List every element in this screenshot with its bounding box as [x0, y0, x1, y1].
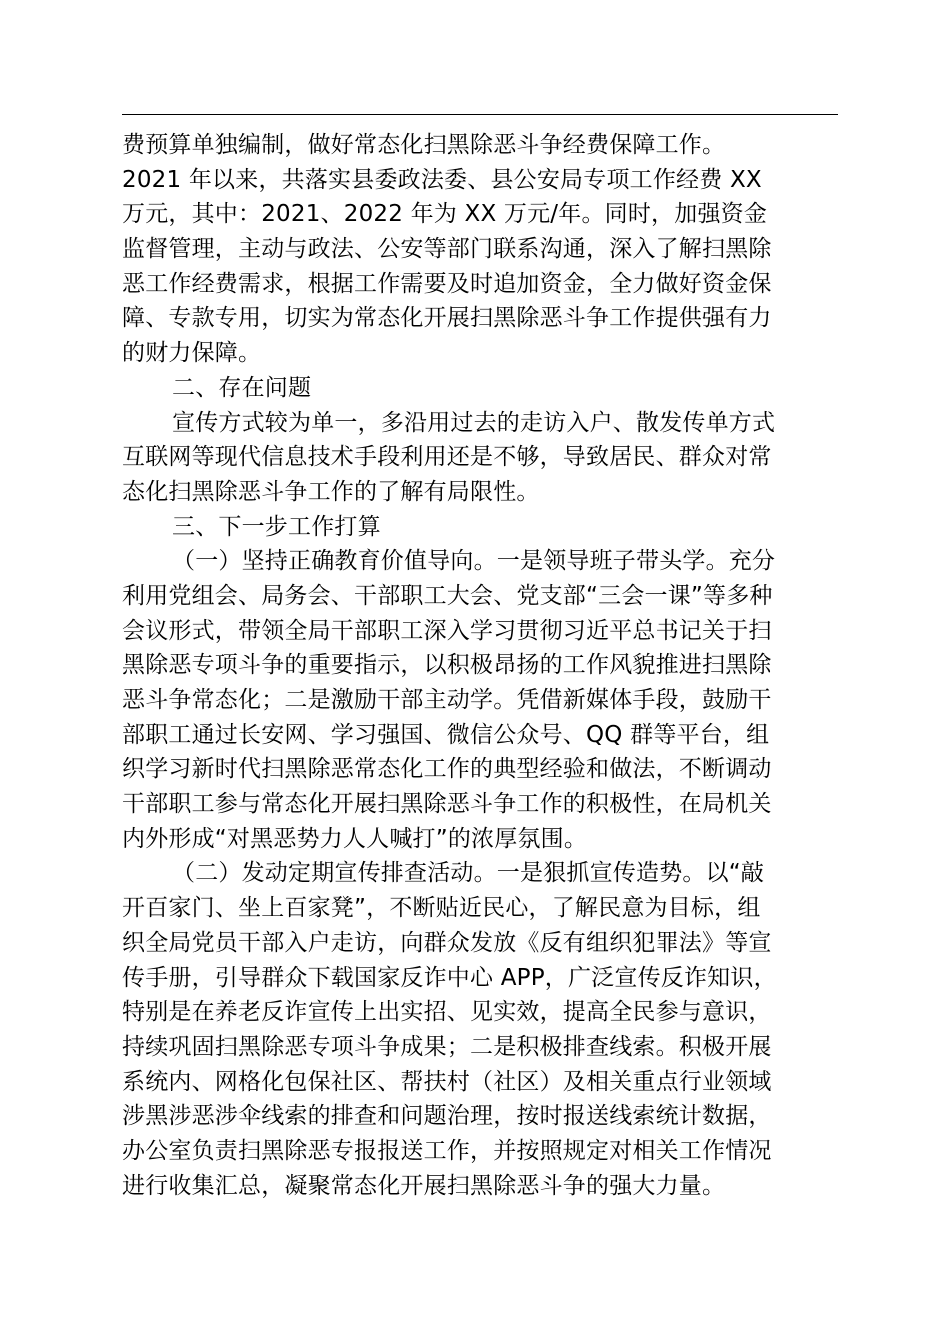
- text-line: 织全局党员干部入户走访，向群众发放《反有组织犯罪法》等宣: [122, 929, 772, 956]
- text-line: 织学习新时代扫黑除恶常态化工作的典型经验和做法，不断调动: [122, 756, 772, 783]
- text-line: 2021 年以来，共落实县委政法委、县公安局专项工作经费 XX: [122, 166, 762, 193]
- text-line: 进行收集汇总，凝聚常态化开展扫黑除恶斗争的强大力量。: [122, 1172, 726, 1199]
- text-line: 费预算单独编制，做好常态化扫黑除恶斗争经费保障工作。: [122, 132, 726, 158]
- paragraph-start-line: 二、存在问题: [172, 374, 312, 401]
- paragraph-start-line: （一）坚持正确教育价值导向。一是领导班子带头学。充分: [172, 548, 776, 575]
- text-line: 内外形成“对黑恶势力人人喊打”的浓厚氛围。: [122, 825, 588, 852]
- text-line: 恶斗争常态化；二是激励干部主动学。凭借新媒体手段，鼓励干: [122, 687, 772, 713]
- text-line: 利用党组会、局务会、干部职工大会、党支部“三会一课”等多种: [122, 582, 773, 609]
- text-line: 万元，其中：2021、2022 年为 XX 万元/年。同时，加强资金: [122, 201, 768, 228]
- text-line: 传手册，引导群众下载国家反诈中心 APP，广泛宣传反诈知识，: [122, 964, 777, 991]
- document-body: [122, 128, 840, 1203]
- text-line: 系统内、网格化包保社区、帮扶村（社区）及相关重点行业领域: [122, 1068, 772, 1095]
- text-line: 障、专款专用，切实为常态化开展扫黑除恶斗争工作提供强有力: [122, 305, 772, 332]
- text-line: 的财力保障。: [122, 340, 262, 367]
- text-line: 会议形式，带领全局干部职工深入学习贯彻习近平总书记关于扫: [122, 617, 772, 644]
- text-line: 部职工通过长安网、学习强国、微信公众号、QQ 群等平台，组: [122, 721, 770, 748]
- text-line: 恶工作经费需求，根据工作需要及时追加资金，全力做好资金保: [122, 270, 772, 297]
- text-line: 持续巩固扫黑除恶专项斗争成果；二是积极排查线索。积极开展: [122, 1033, 772, 1060]
- text-line: 开百家门、坐上百家凳”，不断贴近民心，了解民意为目标，组: [122, 895, 761, 922]
- text-line: 黑除恶专项斗争的重要指示，以积极昂扬的工作风貌推进扫黑除: [122, 652, 772, 679]
- text-line: 态化扫黑除恶斗争工作的了解有局限性。: [122, 478, 540, 505]
- paragraph-start-line: （二）发动定期宣传排查活动。一是狠抓宣传造势。以“敲: [172, 860, 765, 887]
- text-line: 监督管理，主动与政法、公安等部门联系沟通，深入了解扫黑除: [122, 236, 772, 263]
- text-line: 涉黑涉恶涉伞线索的排查和问题治理，按时报送线索统计数据，: [122, 1103, 772, 1130]
- paragraph-start-line: 宣传方式较为单一，多沿用过去的走访入户、散发传单方式: [172, 409, 776, 436]
- text-line: 特别是在养老反诈宣传上出实招、见实效，提高全民参与意识，: [122, 999, 772, 1026]
- paragraph-start-line: 三、下一步工作打算: [172, 513, 381, 540]
- header-rule: [122, 114, 838, 115]
- text-line: 办公室负责扫黑除恶专报报送工作，并按照规定对相关工作情况: [122, 1137, 772, 1164]
- text-line: 干部职工参与常态化开展扫黑除恶斗争工作的积极性，在局机关: [122, 791, 772, 818]
- text-line: 互联网等现代信息技术手段利用还是不够，导致居民、群众对常: [122, 444, 772, 471]
